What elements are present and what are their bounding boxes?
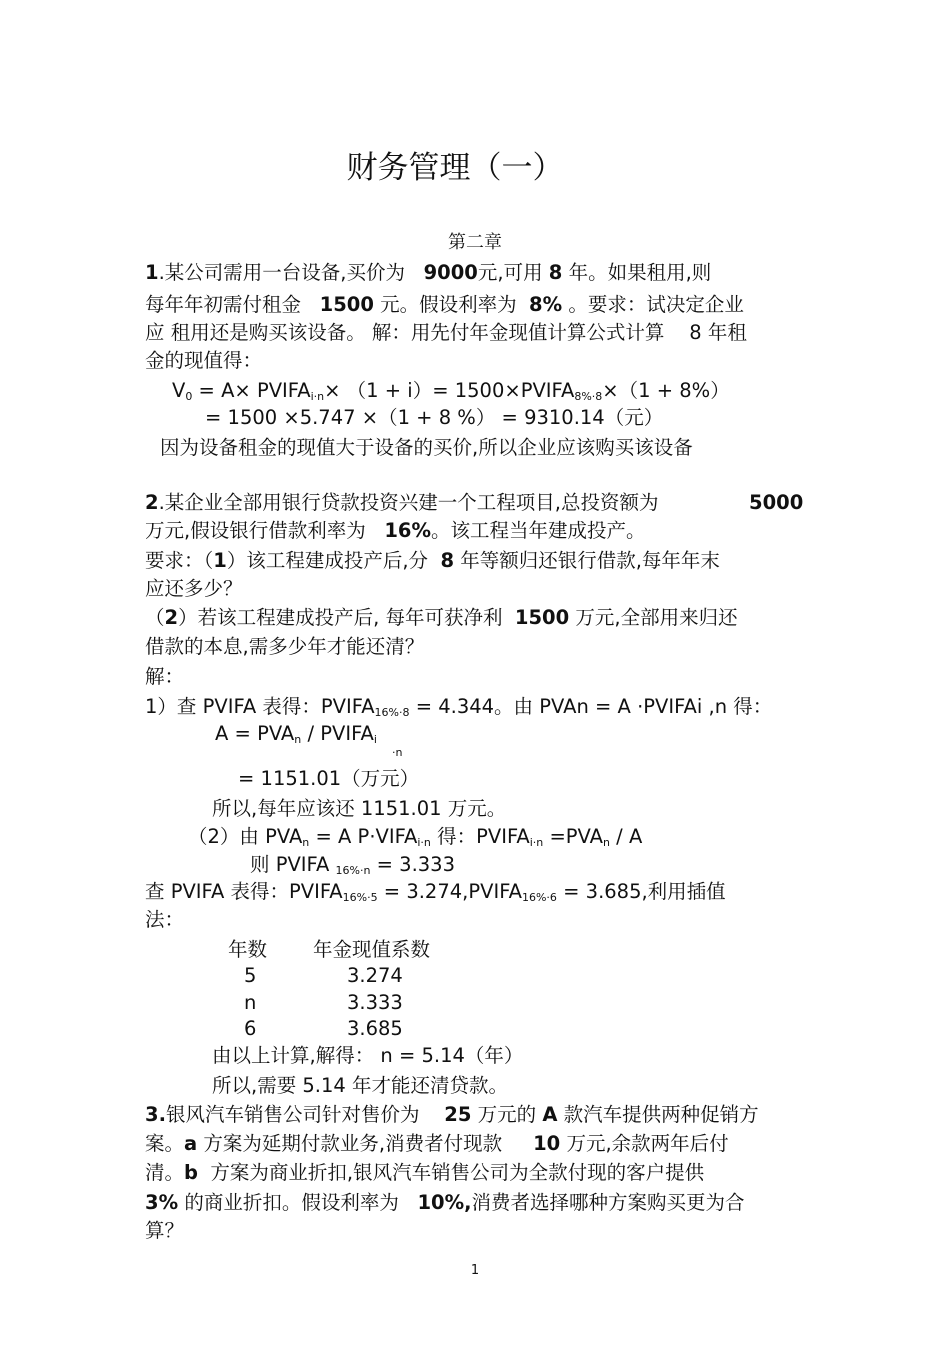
q3-line-4: 3% 的商业折扣。假设利率为 10%,消费者选择哪种方案购买更为合 bbox=[145, 1191, 745, 1214]
q2-final: 所以,需要 5.14 年才能还清贷款。 bbox=[212, 1074, 509, 1097]
q1-formula-2: = 1500 ×5.747 ×（1 + 8 %） = 9310.14（元） bbox=[205, 406, 664, 429]
table-header-factor: 年金现值系数 bbox=[313, 938, 431, 961]
q3-line-3: 清。b 方案为商业折扣,银风汽车销售公司为全款付现的客户提供 bbox=[145, 1161, 705, 1184]
q2-result: 由以上计算,解得： n = 5.14（年） bbox=[212, 1044, 524, 1067]
q1-conclusion: 因为设备租金的现值大于设备的买价,所以企业应该购买该设备 bbox=[160, 436, 693, 459]
q2-step-4: 所以,每年应该还 1151.01 万元。 bbox=[212, 797, 507, 820]
q2-line-2: 万元,假设银行借款利率为 16%。该工程当年建成投产。 bbox=[145, 519, 646, 542]
q1-formula-1: $V_0 = A\times$ $PVIFA_{i\cdot n}\times (1 + i)=$ $1500\times PVIFA_{8\%\cdot 8}\times(1 + 8\%)$ bbox=[172, 379, 730, 403]
q2-step-2-subscript: ·n bbox=[392, 746, 403, 759]
q1-line-1: 1.某公司需用一台设备,买价为 9000元,可用 8 年。如果租用,则 bbox=[145, 261, 712, 284]
q2-line-3: 要求：（1）该工程建成投产后,分 8 年等额归还银行借款,每年年末 bbox=[145, 549, 720, 572]
q2-step-3: = 1151.01（万元） bbox=[238, 767, 420, 790]
q3-line-1: 3.银风汽车销售公司针对售价为 25 万元的 A 款汽车提供两种促销方 bbox=[145, 1103, 759, 1126]
q1-line-2: 每年年初需付租金 1500 元。假设利率为 8% 。要求：试决定企业 bbox=[145, 293, 744, 316]
table-cell: 3.333 bbox=[347, 991, 403, 1014]
q2-line-1: 2.某企业全部用银行贷款投资兴建一个工程项目,总投资额为 bbox=[145, 491, 659, 514]
q2-step-5: （2）由 $PVA_n = A$ $P\cdot VIFA_{i\cdot n}$ 得：$PVIFA_{i\cdot n} =PVA_n / A$ bbox=[188, 825, 643, 849]
table-cell: 3.274 bbox=[347, 964, 403, 987]
table-cell: 6 bbox=[244, 1017, 257, 1040]
q2-amount: 5000 bbox=[749, 491, 804, 514]
table-header-years: 年数 bbox=[228, 938, 268, 961]
q1-line-4: 金的现值得： bbox=[145, 349, 263, 372]
chapter-heading: 第二章 bbox=[448, 232, 502, 253]
q3-line-5: 算？ bbox=[145, 1219, 185, 1242]
q2-step-6: 则 PVIFA $_{16\%\cdot n}$ = 3.333 bbox=[250, 853, 455, 877]
q2-line-5: （2）若该工程建成投产后, 每年可获净利 1500 万元,全部用来归还 bbox=[145, 606, 738, 629]
page-number: 1 bbox=[470, 1263, 480, 1278]
q1-line-3: 应 租用还是购买该设备。 解：用先付年金现值计算公式计算 8 年租 bbox=[145, 321, 747, 344]
q2-step-8: 法： bbox=[145, 908, 185, 931]
page-title: 财务管理（一） bbox=[346, 150, 564, 186]
q2-step-2: $A = PVA_n$ / $PVIFA_i$ bbox=[215, 722, 377, 746]
q2-line-4: 应还多少？ bbox=[145, 577, 243, 600]
table-cell: 3.685 bbox=[347, 1017, 403, 1040]
q2-step-7: 查 PVIFA 表得：$PVIFA_{16\%\cdot 5}$ = $3.274,PVIFA_{16\%\cdot 6} = 3.685$,利用插值 bbox=[145, 880, 726, 904]
q2-solution-label: 解： bbox=[145, 665, 185, 688]
q3-line-2: 案。a 方案为延期付款业务,消费者付现款 10 万元,余款两年后付 bbox=[145, 1132, 729, 1155]
q2-step-1: 1）查 PVIFA 表得：$PVIFA_{16\%\cdot 8} = 4.344$。由 PVAn = A ·PVIFAi ,n 得： bbox=[145, 695, 773, 719]
table-cell: 5 bbox=[244, 964, 257, 987]
table-cell: n bbox=[244, 991, 257, 1014]
q2-line-6: 借款的本息,需多少年才能还清？ bbox=[145, 635, 425, 658]
